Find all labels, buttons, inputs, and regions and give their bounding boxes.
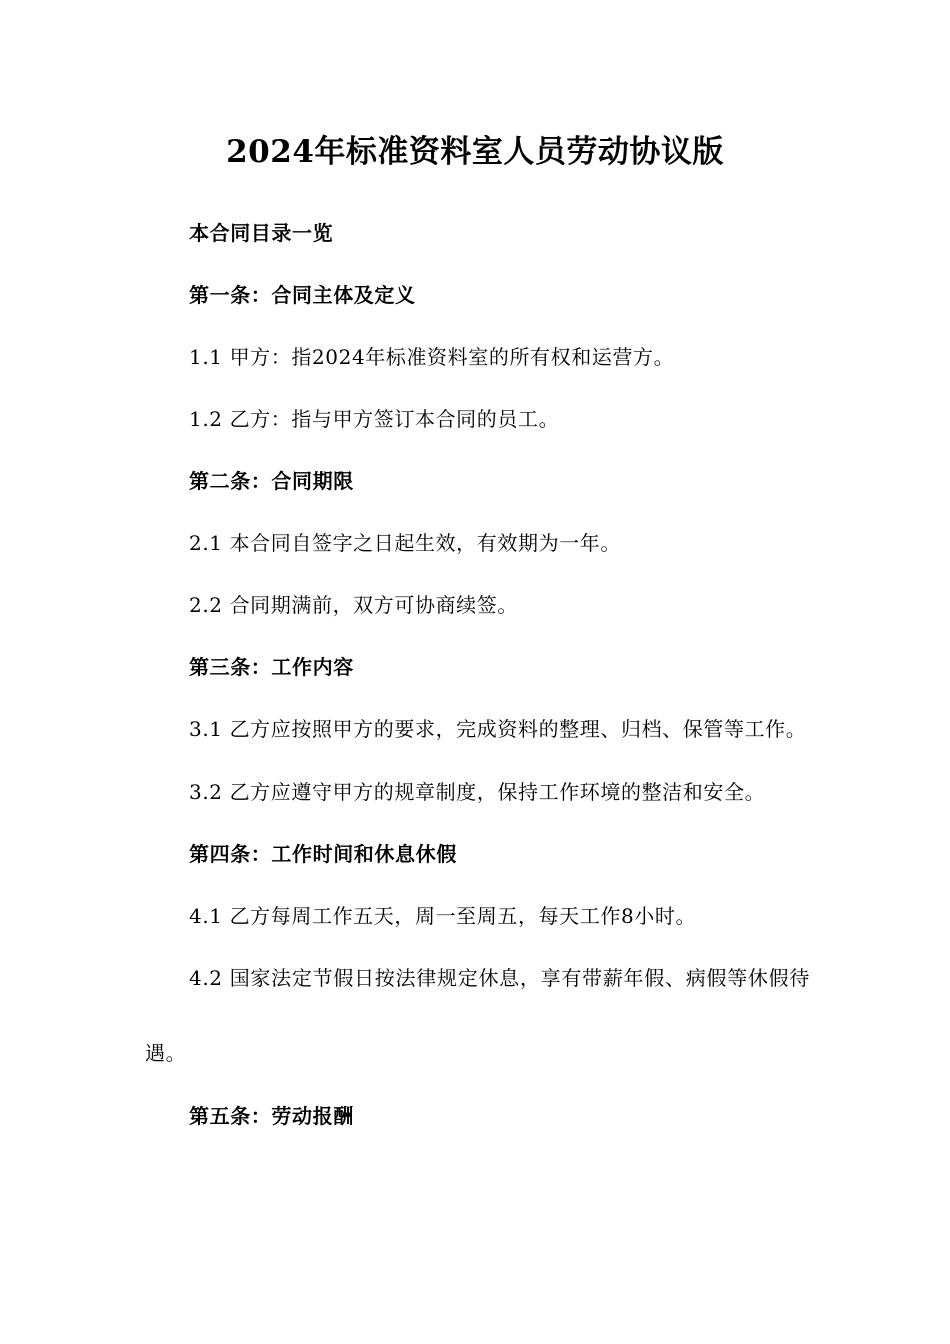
clause-1-2: 1.2 乙方：指与甲方签订本合同的员工。 <box>189 407 560 431</box>
clause-2-2: 2.2 合同期满前，双方可协商续签。 <box>189 593 518 617</box>
article-5-heading: 第五条：劳动报酬 <box>189 1104 354 1128</box>
document-title: 2024年标准资料室人员劳动协议版 <box>226 134 724 170</box>
article-2-heading: 第二条：合同期限 <box>189 469 354 493</box>
clause-4-1: 4.1 乙方每周工作五天，周一至周五，每天工作8小时。 <box>189 904 697 928</box>
clause-3-1: 3.1 乙方应按照甲方的要求，完成资料的整理、归档、保管等工作。 <box>189 717 807 741</box>
article-1-heading: 第一条：合同主体及定义 <box>189 283 416 307</box>
article-4-heading: 第四条：工作时间和休息休假 <box>189 842 457 866</box>
clause-2-1: 2.1 本合同自签字之日起生效，有效期为一年。 <box>189 531 621 555</box>
clause-4-2: 4.2 国家法定节假日按法律规定休息，享有带薪年假、病假等休假待遇。 <box>145 966 810 1065</box>
document-body <box>145 202 810 1147</box>
article-3-heading: 第三条：工作内容 <box>189 655 354 679</box>
clause-3-2: 3.2 乙方应遵守甲方的规章制度，保持工作环境的整洁和安全。 <box>189 780 766 804</box>
clause-1-1: 1.1 甲方：指2024年标准资料室的所有权和运营方。 <box>189 345 675 369</box>
toc-heading: 本合同目录一览 <box>189 221 334 245</box>
